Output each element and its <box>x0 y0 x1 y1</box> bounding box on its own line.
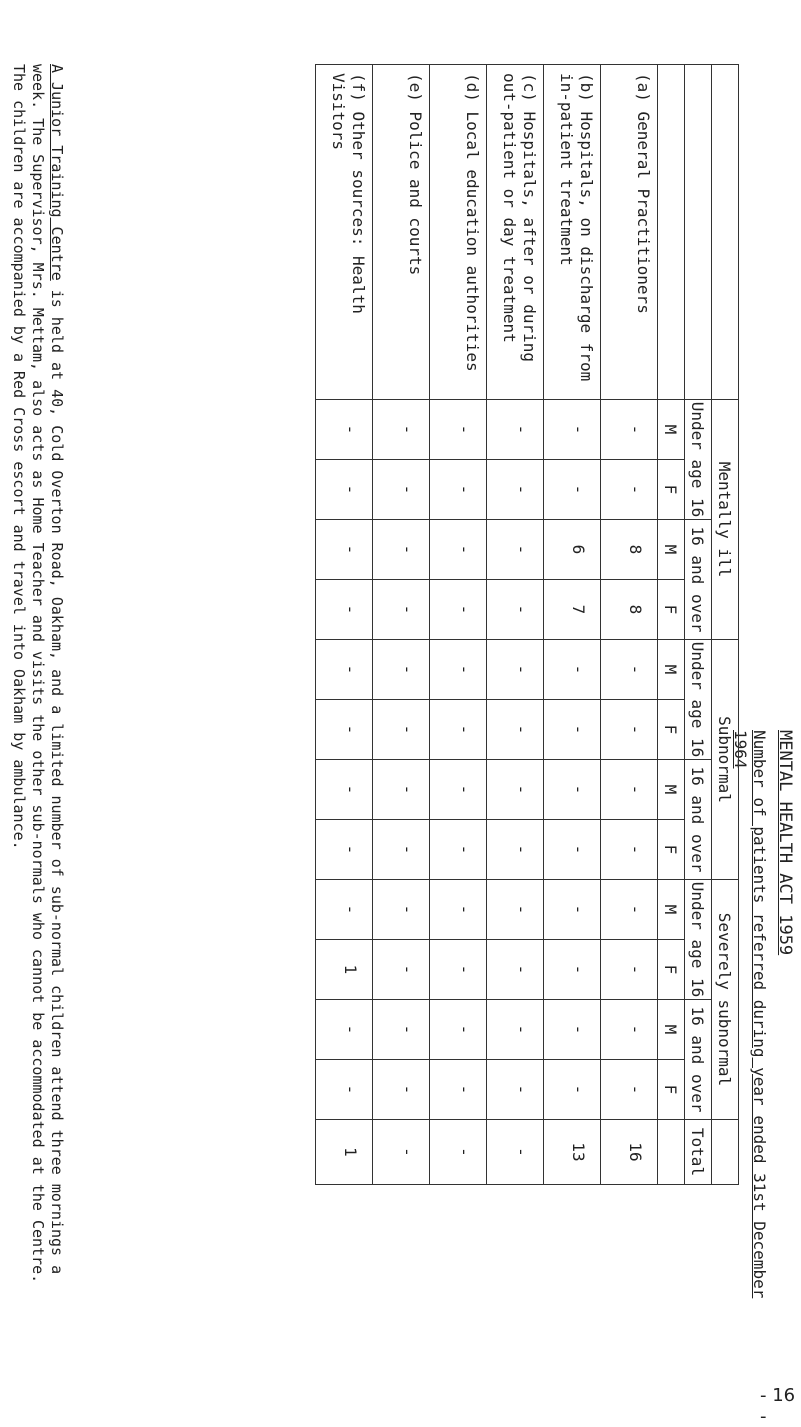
corner-cell-2 <box>685 65 712 400</box>
referrals-table <box>315 64 739 1185</box>
count-cell: - <box>316 700 373 760</box>
count-cell: - <box>544 400 601 460</box>
table-row <box>544 65 601 1185</box>
sex-header: M <box>658 640 685 700</box>
count-cell: - <box>544 700 601 760</box>
count-cell: - <box>430 820 487 880</box>
sex-header: M <box>658 520 685 580</box>
count-cell: - <box>544 820 601 880</box>
count-cell: - <box>430 880 487 940</box>
note-line-3: The children are accompanied by a Red Cross escort and travel into Oakham by ambulance. <box>10 64 28 850</box>
count-cell: - <box>373 520 430 580</box>
count-cell: - <box>373 580 430 640</box>
count-cell: - <box>544 760 601 820</box>
count-cell: - <box>316 520 373 580</box>
corner-cell <box>712 65 739 400</box>
sex-header: M <box>658 400 685 460</box>
count-cell: - <box>601 1060 658 1120</box>
total-cell: - <box>430 1120 487 1185</box>
count-cell: - <box>316 640 373 700</box>
heading <box>731 40 795 1340</box>
count-cell: - <box>373 700 430 760</box>
count-cell: - <box>487 700 544 760</box>
count-cell: - <box>544 1000 601 1060</box>
sex-header: M <box>658 880 685 940</box>
count-cell: - <box>544 1060 601 1120</box>
table-row <box>601 65 658 1185</box>
total-cell: - <box>487 1120 544 1185</box>
group-header-mentally-ill: Mentally ill <box>712 400 739 640</box>
count-cell: - <box>487 1000 544 1060</box>
count-cell: 6 <box>544 520 601 580</box>
count-cell: - <box>430 460 487 520</box>
table-row <box>487 65 544 1185</box>
count-cell: - <box>601 700 658 760</box>
count-cell: - <box>316 400 373 460</box>
count-cell: 7 <box>544 580 601 640</box>
count-cell: - <box>430 760 487 820</box>
count-cell: 1 <box>316 940 373 1000</box>
count-cell: - <box>373 460 430 520</box>
count-cell: - <box>430 580 487 640</box>
count-cell: 8 <box>601 520 658 580</box>
source-label: (e) Police and courts <box>373 65 430 400</box>
count-cell: - <box>601 1000 658 1060</box>
count-cell: - <box>487 940 544 1000</box>
age-band-header: 16 and over <box>685 520 712 640</box>
count-cell: - <box>430 1060 487 1120</box>
count-cell: - <box>316 1000 373 1060</box>
count-cell: - <box>316 880 373 940</box>
age-header-row <box>685 65 712 1185</box>
count-cell: - <box>316 760 373 820</box>
count-cell: - <box>316 1060 373 1120</box>
group-header-severely-subnormal: Severely subnormal <box>712 880 739 1120</box>
count-cell: - <box>373 400 430 460</box>
count-cell: - <box>544 940 601 1000</box>
total-cell: 16 <box>601 1120 658 1185</box>
count-cell: - <box>487 820 544 880</box>
count-cell: - <box>373 940 430 1000</box>
sex-header-row <box>658 65 685 1185</box>
count-cell: - <box>544 460 601 520</box>
count-cell: - <box>373 1060 430 1120</box>
count-cell: - <box>373 880 430 940</box>
total-cell: - <box>373 1120 430 1185</box>
note-paragraph <box>9 64 66 1384</box>
note-line <box>47 64 66 1384</box>
age-band-header: 16 and over <box>685 760 712 880</box>
source-label: (b) Hospitals, on discharge from in-patient treatment <box>544 65 601 400</box>
count-cell: - <box>544 640 601 700</box>
count-cell: - <box>430 400 487 460</box>
sex-header: F <box>658 460 685 520</box>
count-cell: - <box>373 820 430 880</box>
sex-header: F <box>658 1060 685 1120</box>
count-cell: - <box>430 520 487 580</box>
count-cell: - <box>601 760 658 820</box>
count-cell: - <box>487 580 544 640</box>
count-cell: - <box>373 760 430 820</box>
age-band-header: Under age 16 <box>685 400 712 520</box>
sex-header: F <box>658 940 685 1000</box>
corner-cell-3 <box>658 65 685 400</box>
source-label: (d) Local education authorities <box>430 65 487 400</box>
count-cell: - <box>601 940 658 1000</box>
age-band-header: Under age 16 <box>685 880 712 1000</box>
source-label: (f) Other sources: Health Visitors <box>316 65 373 400</box>
source-label: (a) General Practitioners <box>601 65 658 400</box>
total-header: Total <box>685 1120 712 1185</box>
age-band-header: 16 and over <box>685 1000 712 1120</box>
count-cell: - <box>430 640 487 700</box>
table-row <box>430 65 487 1185</box>
count-cell: - <box>601 820 658 880</box>
count-cell: - <box>487 400 544 460</box>
count-cell: - <box>487 640 544 700</box>
group-header-subnormal: Subnormal <box>712 640 739 880</box>
count-cell: - <box>601 880 658 940</box>
table-row <box>373 65 430 1185</box>
count-cell: - <box>601 400 658 460</box>
count-cell: - <box>487 520 544 580</box>
note-line-1: is held at 40, Cold Overton Road, Oakham, and a limited number of sub-normal children attend three mornings a <box>48 280 66 1275</box>
table-row <box>316 65 373 1185</box>
age-band-header: Under age 16 <box>685 640 712 760</box>
count-cell: - <box>430 1000 487 1060</box>
sex-header: F <box>658 580 685 640</box>
note-line-2: week. The Supervisor, Mrs. Mettam, also acts as Home Teacher and visits the other sub-normals who cannot be accommodated at the Centre. <box>29 64 47 1284</box>
source-label: (c) Hospitals, after or during out-patient or day treatment <box>487 65 544 400</box>
count-cell: - <box>487 1060 544 1120</box>
note-lead: A Junior Training Centre <box>48 64 66 281</box>
document-title: MENTAL HEALTH ACT 1959 <box>775 730 795 956</box>
count-cell: - <box>601 460 658 520</box>
count-cell: - <box>373 1000 430 1060</box>
sex-header: M <box>658 1000 685 1060</box>
sex-header: F <box>658 700 685 760</box>
count-cell: - <box>316 820 373 880</box>
count-cell: - <box>487 760 544 820</box>
total-cell: 13 <box>544 1120 601 1185</box>
count-cell: - <box>373 640 430 700</box>
sex-header: M <box>658 760 685 820</box>
count-cell: - <box>316 460 373 520</box>
group-header-row <box>712 65 739 1185</box>
total-top-cell <box>712 1120 739 1185</box>
count-cell: - <box>601 640 658 700</box>
total-cell: 1 <box>316 1120 373 1185</box>
sex-header: F <box>658 820 685 880</box>
page-number: - 16 - <box>760 1385 796 1427</box>
count-cell: - <box>430 940 487 1000</box>
count-cell: - <box>487 460 544 520</box>
total-blank <box>658 1120 685 1185</box>
document-subtitle: Number of patients referred during year ended 31st December 1964 <box>731 730 769 1299</box>
count-cell: - <box>487 880 544 940</box>
count-cell: - <box>544 880 601 940</box>
count-cell: - <box>316 580 373 640</box>
count-cell: 8 <box>601 580 658 640</box>
count-cell: - <box>430 700 487 760</box>
